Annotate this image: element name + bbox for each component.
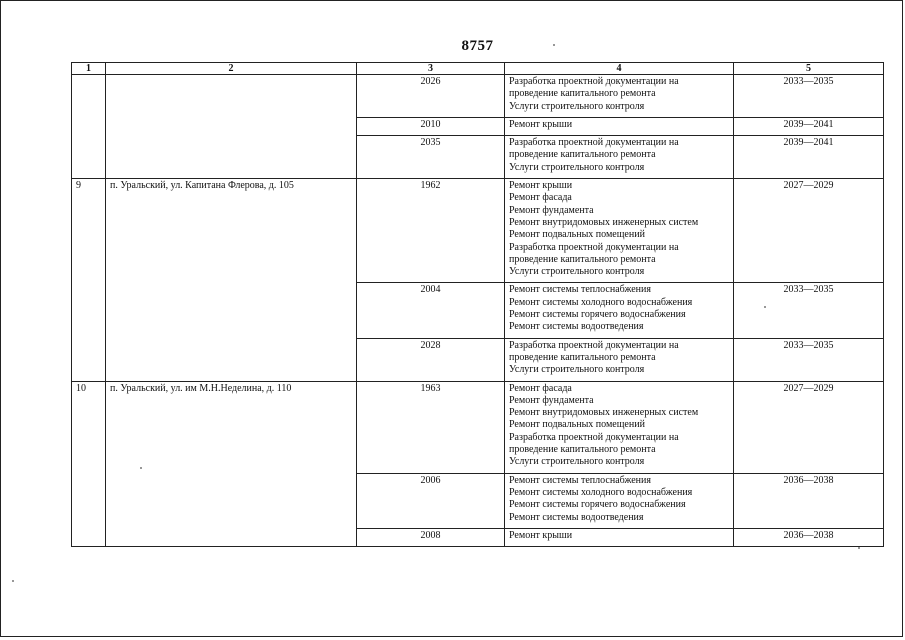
work-item: Ремонт системы водоотведения	[509, 511, 644, 523]
table-body	[72, 75, 884, 547]
year-cell: 2035	[357, 136, 505, 179]
work-item: Разработка проектной документации на	[509, 339, 679, 351]
work-item: Ремонт фасада	[509, 382, 572, 394]
work-item: Услуги строительного контроля	[509, 456, 645, 468]
period-cell: 2027—2029	[734, 381, 884, 473]
work-item: проведение капитального ремонта	[509, 444, 656, 456]
work-item: Ремонт фасада	[509, 192, 572, 204]
scan-speck	[764, 306, 766, 308]
works-cell	[505, 136, 734, 179]
work-item: Ремонт системы теплоснабжения	[509, 474, 651, 486]
work-item: Ремонт системы горячего водоснабжения	[509, 499, 686, 511]
year-cell: 2028	[357, 338, 505, 381]
work-item: Ремонт системы горячего водоснабжения	[509, 309, 686, 321]
table-header-row	[72, 63, 884, 75]
year-cell: 2006	[357, 473, 505, 528]
work-item: проведение капитального ремонта	[509, 351, 656, 363]
row-number: 10	[72, 381, 106, 547]
works-cell	[505, 528, 734, 546]
works-cell	[505, 75, 734, 118]
column-header: 2	[106, 63, 357, 75]
column-header: 3	[357, 63, 505, 75]
works-cell	[505, 381, 734, 473]
work-item: Разработка проектной документации на	[509, 76, 679, 87]
work-item: Разработка проектной документации на	[509, 137, 679, 149]
period-cell: 2033—2035	[734, 75, 884, 118]
column-header: 4	[505, 63, 734, 75]
works-cell	[505, 473, 734, 528]
works-cell	[505, 338, 734, 381]
work-item: Услуги строительного контроля	[509, 364, 645, 376]
building-address: п. Уральский, ул. им М.Н.Неделина, д. 110	[106, 381, 357, 547]
year-cell: 2026	[357, 75, 505, 118]
period-cell: 2039—2041	[734, 117, 884, 135]
work-item: Ремонт системы теплоснабжения	[509, 284, 651, 296]
work-item: Услуги строительного контроля	[509, 266, 645, 278]
row-number	[72, 75, 106, 179]
period-cell: 2036—2038	[734, 528, 884, 546]
work-item: Ремонт фундамента	[509, 394, 594, 406]
scan-speck	[553, 44, 555, 46]
work-item: Ремонт подвальных помещений	[509, 229, 645, 241]
year-cell: 2004	[357, 283, 505, 338]
table-row	[72, 381, 884, 473]
column-header: 5	[734, 63, 884, 75]
works-cell	[505, 179, 734, 283]
work-item: Ремонт крыши	[509, 180, 573, 192]
work-item: Ремонт системы холодного водоснабжения	[509, 296, 693, 308]
work-item: Разработка проектной документации на	[509, 431, 679, 443]
work-item: Услуги строительного контроля	[509, 161, 645, 173]
work-item: Ремонт системы холодного водоснабжения	[509, 486, 693, 498]
period-cell: 2039—2041	[734, 136, 884, 179]
works-cell	[505, 117, 734, 135]
table-row	[72, 75, 884, 118]
period-cell: 2027—2029	[734, 179, 884, 283]
work-item: Услуги строительного контроля	[509, 100, 645, 112]
work-item: Ремонт внутридомовых инженерных систем	[509, 407, 699, 419]
work-item: Разработка проектной документации на	[509, 241, 679, 253]
work-item: Ремонт внутридомовых инженерных систем	[509, 216, 699, 228]
work-item: Ремонт крыши	[509, 529, 573, 541]
building-address	[106, 75, 357, 179]
work-item: Ремонт фундамента	[509, 204, 594, 216]
building-address: п. Уральский, ул. Капитана Флерова, д. 105	[106, 179, 357, 381]
period-cell: 2033—2035	[734, 283, 884, 338]
capital-repair-table	[71, 62, 884, 547]
year-cell: 2010	[357, 117, 505, 135]
work-item: проведение капитального ремонта	[509, 253, 656, 265]
year-cell: 1963	[357, 381, 505, 473]
period-cell: 2033—2035	[734, 338, 884, 381]
scan-speck	[140, 467, 142, 469]
scan-speck	[12, 580, 14, 582]
works-cell	[505, 283, 734, 338]
scan-speck	[858, 547, 860, 549]
column-header: 1	[72, 63, 106, 75]
work-item: Ремонт подвальных помещений	[509, 419, 645, 431]
work-item: проведение капитального ремонта	[509, 88, 656, 100]
page-number: 8757	[461, 38, 494, 54]
year-cell: 1962	[357, 179, 505, 283]
work-item: проведение капитального ремонта	[509, 149, 656, 161]
work-item: Ремонт крыши	[509, 118, 573, 130]
work-item: Ремонт системы водоотведения	[509, 321, 644, 333]
row-number: 9	[72, 179, 106, 381]
year-cell: 2008	[357, 528, 505, 546]
table-row	[72, 179, 884, 283]
period-cell: 2036—2038	[734, 473, 884, 528]
